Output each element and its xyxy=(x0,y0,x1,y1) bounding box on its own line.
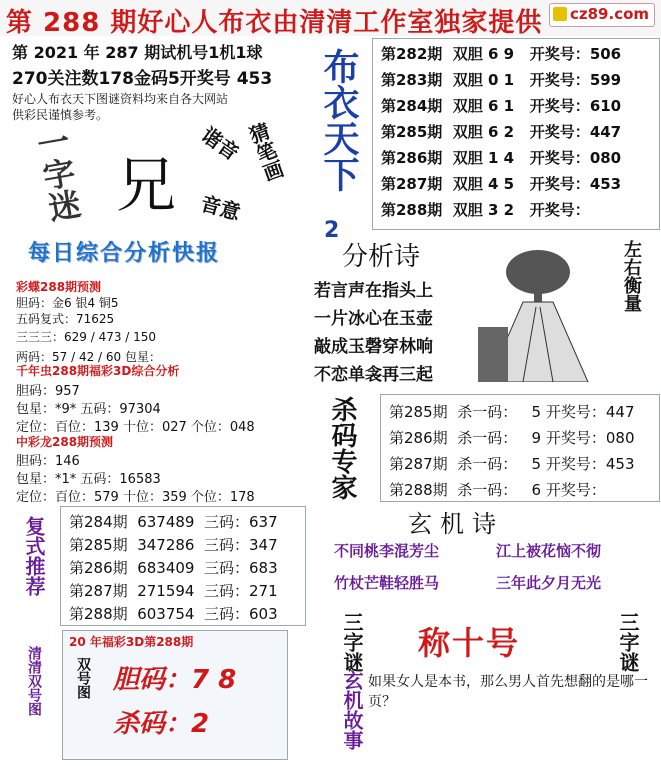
daily-sub1: 彩蝶288期预测 xyxy=(16,280,102,294)
poem-line: 一片冰心在玉壶 xyxy=(314,309,433,329)
daily-bao2: 包星：*9* 五码：97304 xyxy=(16,402,161,417)
story-panel xyxy=(308,606,660,762)
story-title: 称十号 xyxy=(418,624,521,662)
double-row: 第284期 双胆 6 1 开奖号：610 xyxy=(381,97,622,115)
daily-bao3: 包星：*1* 五码：16583 xyxy=(16,472,161,487)
intro-box xyxy=(6,38,306,120)
fushi-panel xyxy=(6,506,306,626)
kill-label: 杀码专家 xyxy=(327,396,357,500)
daily-dan3: 胆码：146 xyxy=(16,454,80,469)
riddle-char: 兄 xyxy=(116,151,176,221)
story-side-right: 三字谜 xyxy=(616,612,640,672)
fushi-row: 第287期 271594 三码：271 xyxy=(69,582,278,600)
fushi-row: 第288期 603754 三码：603 xyxy=(69,605,278,623)
poem-line: 若言声在指头上 xyxy=(314,281,433,301)
poem-panel xyxy=(308,232,660,390)
riddle-label: 一字迷 xyxy=(29,123,85,225)
poem-title: 分析诗 xyxy=(342,242,421,272)
riddle-panel xyxy=(6,120,306,230)
daily-wuma: 五码复式：71625 xyxy=(16,312,115,326)
site-logo-icon xyxy=(553,7,567,21)
daily-pos2: 定位：百位：139 十位：027 个位：048 xyxy=(16,420,255,435)
double-row: 第288期 双胆 3 2 开奖号： xyxy=(381,201,590,219)
xuanji-line: 江上被花恼不彻 xyxy=(496,542,602,560)
fushi-row: 第285期 347286 三码：347 xyxy=(69,536,278,554)
double-row: 第283期 双胆 0 1 开奖号：599 xyxy=(381,71,622,89)
fushi-row: 第284期 637489 三码：637 xyxy=(69,513,278,531)
shuanghao-dan: 胆码：7 8 xyxy=(113,665,237,695)
daily-liangma: 两码：57 / 42 / 60 包星： xyxy=(16,350,161,364)
daily-dan2: 胆码：957 xyxy=(16,384,80,399)
brand-panel xyxy=(304,40,370,243)
daily-pos3: 定位：百位：579 十位：359 个位：178 xyxy=(16,490,255,505)
kill-row: 第288期 杀一码： 6 开奖号： xyxy=(389,481,606,499)
fushi-label: 复式推荐 xyxy=(22,516,46,596)
title-bar xyxy=(0,0,661,36)
intro-line1: 第 2021 年 287 期试机号1机1球 xyxy=(12,43,263,62)
poem-line: 敲成玉磬穿林响 xyxy=(314,337,433,357)
double-row: 第286期 双胆 1 4 开奖号：080 xyxy=(381,149,622,167)
kill-row: 第285期 杀一码： 5 开奖号：447 xyxy=(389,403,635,421)
story-side-left: 三字谜 xyxy=(340,612,364,672)
xuanji-line: 不同桃李混芳尘 xyxy=(334,542,440,560)
riddle-hint-3: 音意 xyxy=(198,191,244,225)
shuanghao-label: 清清双号图 xyxy=(26,646,42,716)
xuanji-line: 三年此夕月无光 xyxy=(496,574,602,592)
brand-text: 布衣天下 xyxy=(318,48,360,192)
shuanghao-header: 20 年福彩3D第288期 xyxy=(69,635,194,649)
double-row: 第282期 双胆 6 9 开奖号：506 xyxy=(381,45,622,63)
intro-line3: 好心人布衣天下图谜资料均来自各大网站 xyxy=(12,92,229,106)
shuanghao-sha: 杀码：2 xyxy=(113,709,210,739)
shuanghao-side: 双号图 xyxy=(75,657,91,699)
riddle-hint-2: 猜笔画 xyxy=(243,119,287,185)
shuanghao-panel xyxy=(6,630,306,762)
story-riddle: 如果女人是本书，那么男人首先想翻的是哪一页？ xyxy=(368,674,648,710)
riddle-hint-1: 谐音 xyxy=(196,122,244,166)
poem-line: 不恋单衾再三起 xyxy=(314,365,433,385)
kill-row: 第286期 杀一码： 9 开奖号：080 xyxy=(389,429,635,447)
shuanghao-card xyxy=(62,630,288,760)
daily-sub2: 千年虫288期福彩3D综合分析 xyxy=(16,364,180,378)
fushi-row: 第286期 683409 三码：683 xyxy=(69,559,278,577)
site-badge-text: cz89.com xyxy=(570,5,650,23)
xuanji-line: 竹杖芒鞋轻胜马 xyxy=(334,574,440,592)
page-title: 第 288 期好心人布衣由清清工作室独家提供 xyxy=(6,8,543,38)
daily-sub3: 中彩龙288期预测 xyxy=(16,435,114,449)
brand-number: 2 xyxy=(324,218,340,243)
kill-table xyxy=(380,394,660,502)
crossroads-illustration xyxy=(478,232,598,382)
double-row: 第287期 双胆 4 5 开奖号：453 xyxy=(381,175,622,193)
xuanji-title: 玄机诗 xyxy=(408,510,504,538)
daily-title: 每日综合分析快报 xyxy=(28,241,221,266)
kill-panel xyxy=(308,392,660,502)
fushi-table xyxy=(60,506,306,626)
daily-panel xyxy=(6,232,306,504)
site-badge[interactable] xyxy=(549,3,655,27)
intro-line2: 270关注数178金码5开奖号 453 xyxy=(12,69,273,89)
story-vert: 玄机故事 xyxy=(340,670,364,750)
intro-line4: 供彩民谨慎参考。 xyxy=(12,108,109,122)
poem-side-label: 左右衡量 xyxy=(621,240,642,312)
daily-dan: 胆码：金6 银4 铜5 xyxy=(16,296,119,310)
double-row: 第285期 双胆 6 2 开奖号：447 xyxy=(381,123,622,141)
daily-sansan: 三三三：629 / 473 / 150 xyxy=(16,330,157,344)
double-table xyxy=(372,38,660,230)
xuanji-panel xyxy=(308,504,660,604)
kill-row: 第287期 杀一码： 5 开奖号：453 xyxy=(389,455,635,473)
